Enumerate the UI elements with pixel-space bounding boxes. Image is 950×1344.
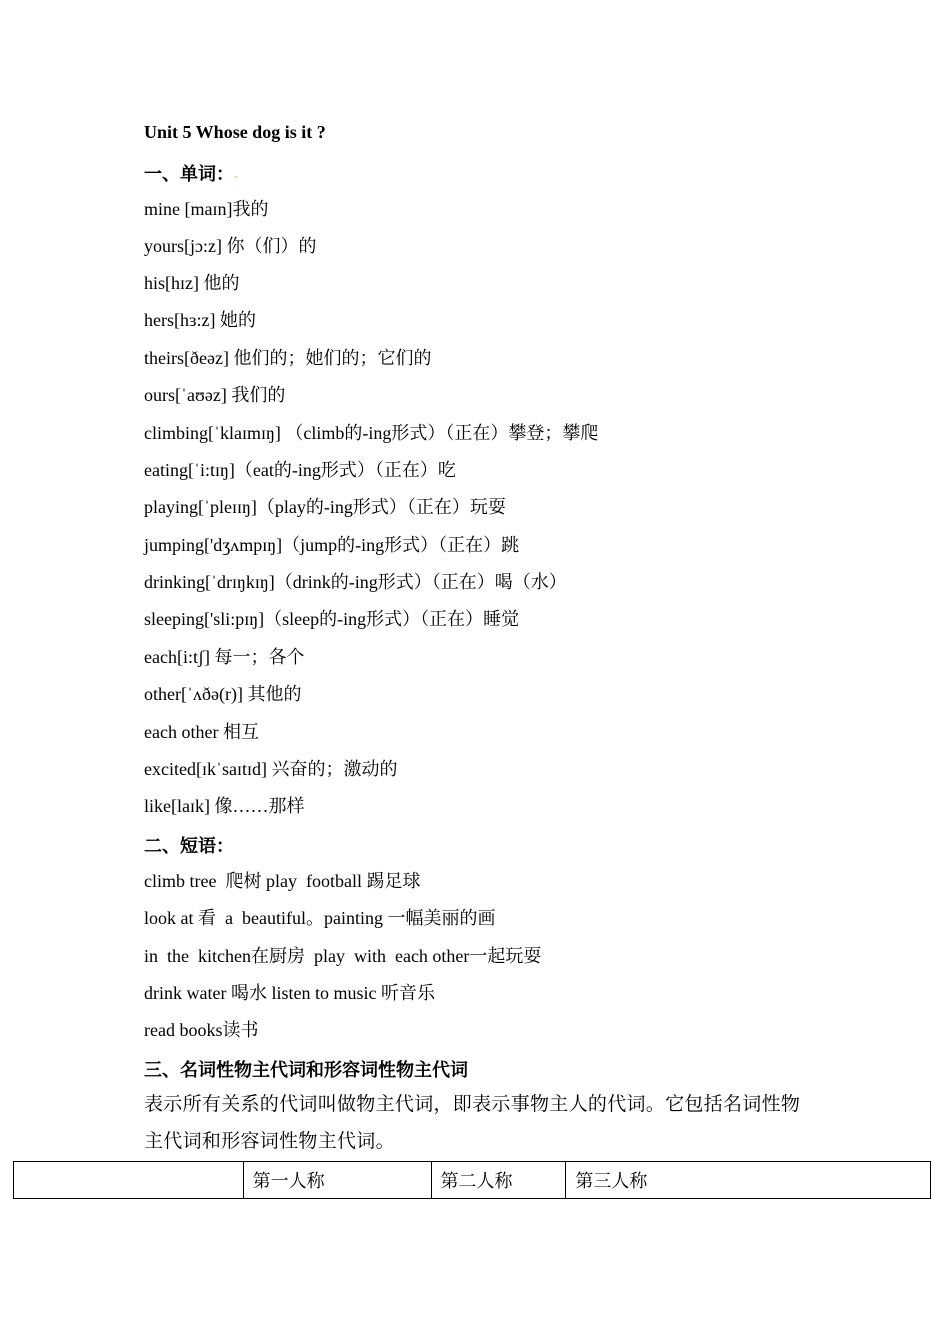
word-entry: other[ˈʌðə(r)] 其他的 — [144, 684, 302, 704]
section-heading-pronouns: 三、名词性物主代词和形容词性物主代词 — [144, 1060, 468, 1080]
section-heading-words — [144, 160, 238, 186]
table-header-cell — [14, 1162, 244, 1199]
word-entry: mine [maɪn]我的 — [144, 199, 269, 219]
word-entry: drinking[ˈdrɪŋkɪŋ]（drink的-ing形式）（正在）喝（水） — [144, 572, 567, 592]
table-header-cell: 第一人称 — [243, 1162, 431, 1199]
word-entry: his[hɪz] 他的 — [144, 273, 240, 293]
phrase-entry: read books读书 — [144, 1020, 259, 1040]
word-entry: ours[ˈaʊəz] 我们的 — [144, 385, 286, 405]
section-heading-phrases: 二、短语： — [144, 836, 234, 856]
word-entry: theirs[ðeəz] 他们的；她们的；它们的 — [144, 348, 432, 368]
edit-mark: - — [234, 169, 238, 183]
phrase-entry: drink water 喝水 listen to music 听音乐 — [144, 983, 435, 1003]
section-heading-words-text: 一、单词： — [144, 164, 234, 184]
word-entry: climbing[ˈklaɪmɪŋ] （climb的-ing形式）（正在）攀登；攀爬 — [144, 423, 599, 443]
pronoun-table — [13, 1161, 931, 1199]
phrase-entry: in the kitchen在厨房 play with each other一起玩耍 — [144, 946, 542, 966]
word-entry: playing[ˈpleɪɪŋ]（play的-ing形式）（正在）玩耍 — [144, 497, 506, 517]
word-entry: excited[ɪkˈsaɪtɪd] 兴奋的；激动的 — [144, 759, 398, 779]
word-entry: eating[ˈi:tɪŋ]（eat的-ing形式）（正在）吃 — [144, 460, 456, 480]
phrase-entry: climb tree 爬树 play football 踢足球 — [144, 871, 421, 891]
word-entry: like[laɪk] 像……那样 — [144, 796, 305, 816]
word-entry: jumping['dʒʌmpɪŋ]（jump的-ing形式）（正在）跳 — [144, 535, 520, 555]
word-entry: sleeping['sli:pɪŋ]（sleep的-ing形式）（正在）睡觉 — [144, 609, 520, 629]
word-entry: each other 相互 — [144, 722, 259, 742]
word-entry: each[i:tʃ] 每一；各个 — [144, 647, 305, 667]
table-header-row — [14, 1162, 931, 1199]
word-entry: yours[jɔ:z] 你（们）的 — [144, 236, 317, 256]
phrase-entry: look at 看 a beautiful。painting 一幅美丽的画 — [144, 908, 496, 928]
table-header-cell: 第三人称 — [566, 1162, 931, 1199]
pronoun-description: 表示所有关系的代词叫做物主代词，即表示事物主人的代词。它包括名词性物主代词和形容词性物主代词。 — [144, 1094, 801, 1152]
table-header-cell: 第二人称 — [431, 1162, 566, 1199]
word-entry: hers[hɜ:z] 她的 — [144, 310, 257, 330]
unit-title: Unit 5 Whose dog is it ? — [144, 122, 326, 142]
